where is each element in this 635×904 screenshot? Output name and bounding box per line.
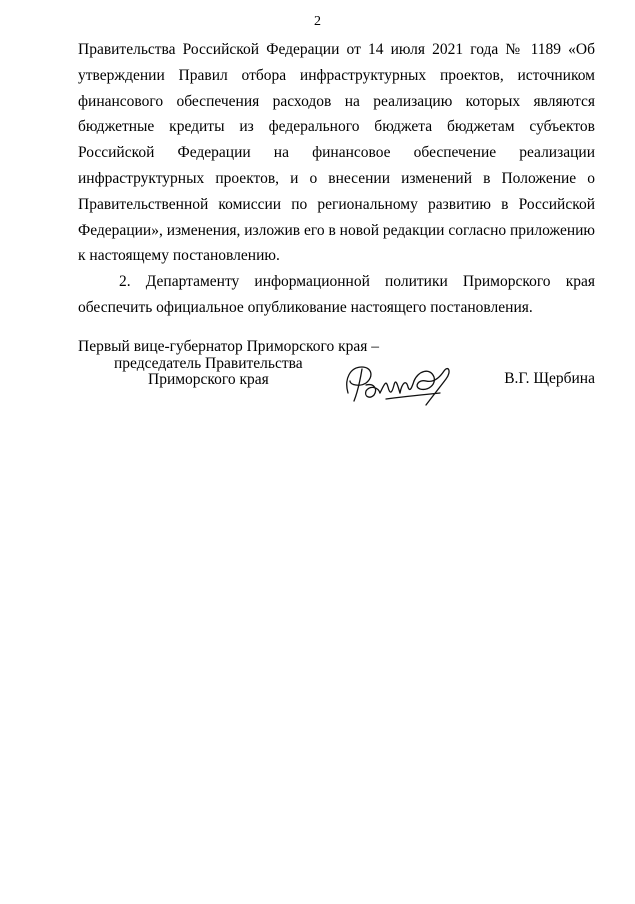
signatory-title-line-3: Приморского края: [148, 371, 269, 389]
signatory-title-line-2: председатель Правительства: [114, 354, 303, 372]
signatory-name: В.Г. Щербина: [504, 370, 595, 387]
page-number: 2: [314, 14, 321, 29]
signature-block: [78, 339, 595, 409]
handwritten-signature: [340, 357, 460, 407]
signatory-title-line-1: Первый вице-губернатор Приморского края –: [78, 338, 380, 355]
paragraph-2: 2. Департаменту информационной политики Приморского края обеспечить официальное опубликование настоящего постановления.: [78, 273, 595, 316]
document-body: [78, 37, 595, 321]
paragraph-1: Правительства Российской Федерации от 14 июля 2021 года № 1189 «Об утверждении Правил отбора инфраструктурных проектов, источником финансового обеспечения расходов на реализацию которых являются бюджетные кредиты из федерального бюджета бюджетам субъектов Российской Федерации на финансовое обеспечение реализации инфраструктурных проектов, и о внесении изменений в Положение о Правительственной комиссии по региональному развитию в Российской Федерации», изменения, изложив его в новой редакции согласно приложению к настоящему постановлению.: [78, 41, 595, 265]
